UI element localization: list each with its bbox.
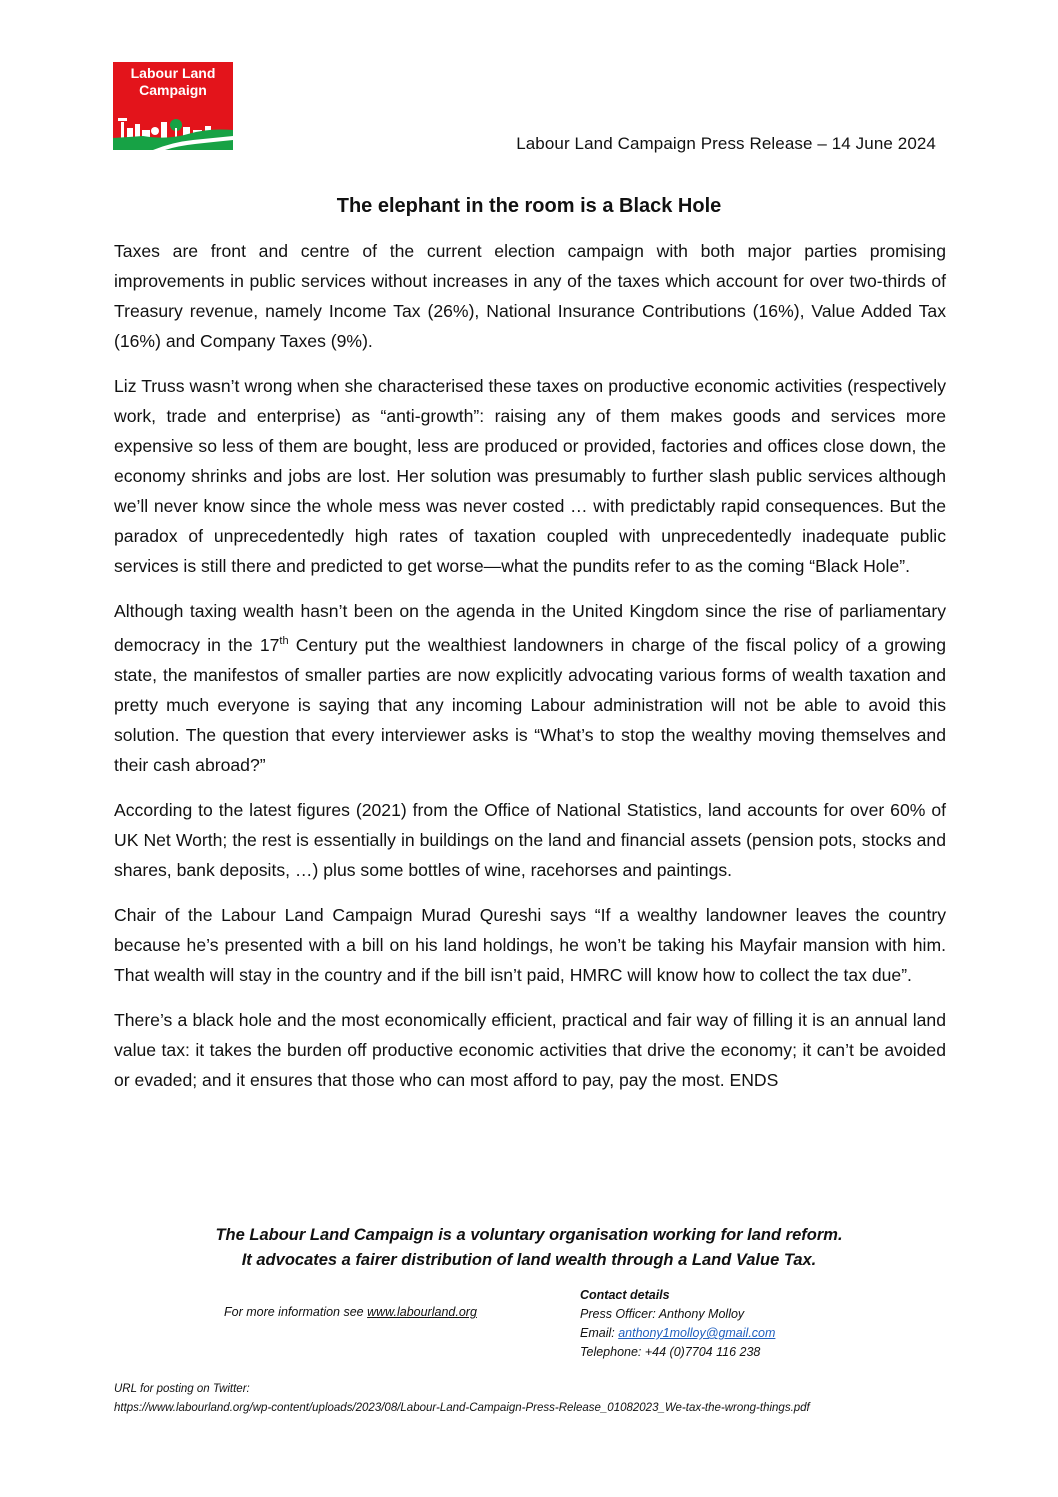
twitter-label: URL for posting on Twitter: xyxy=(114,1383,250,1395)
paragraph-5: Chair of the Labour Land Campaign Murad Qureshi says “If a wealthy landowner leaves the country because he’s presented with a bill on his land holdings, he won’t be taking his Mayfair mansion with him. That wealth will stay in the country and if the bill isn’t paid, HMRC will know how to collect the tax due”. xyxy=(114,904,946,985)
tagline-line-2: It advocates a fairer distribution of land wealth through a Land Value Tax. xyxy=(241,1251,817,1269)
email-prefix: Email: xyxy=(580,1326,619,1340)
paragraph-1: Taxes are front and centre of the current election campaign with both major parties promising improvements in public services without increases in any of the taxes which account for over two-thirds of Treasury revenue, namely Income Tax (26%), National Insurance Contributions (16%), Value Added Tax (16%) and Company Taxes (9%). xyxy=(114,241,946,351)
telephone: Telephone: +44 (0)7704 116 238 xyxy=(580,1345,761,1359)
contact-heading: Contact details xyxy=(580,1288,670,1302)
logo-skyline-illustration xyxy=(113,100,233,150)
tagline-line-1: The Labour Land Campaign is a voluntary organisation working for land reform. xyxy=(215,1226,843,1244)
article-body xyxy=(114,236,946,1110)
logo-line-2: Campaign xyxy=(139,82,207,98)
paragraph-6: There’s a black hole and the most economically efficient, practical and fair way of filling it is an annual land value tax: it takes the burden off productive economic activities that drive the economy; it can’t be avoided or evaded; and it ensures that those who can most afford to pay, pay the most. ENDS xyxy=(114,1009,946,1090)
twitter-url-block xyxy=(114,1380,810,1418)
logo-text xyxy=(113,65,233,99)
paragraph-3-text-after: Century put the wealthiest landowners in charge of the fiscal policy of a growing state, the manifestos of smaller parties are now explicitly advocating various forms of wealth taxation and pretty much everyone is saying that any incoming Labour administration will not be able to avoid this solution. The question that every interviewer asks is “What’s to stop the wealthy moving themselves and their cash abroad?” xyxy=(114,634,947,775)
press-release-header: Labour Land Campaign Press Release – 14 June 2024 xyxy=(516,134,936,153)
paragraph-3 xyxy=(114,596,946,780)
more-info-prefix: For more information see xyxy=(224,1305,368,1319)
email-line xyxy=(580,1324,775,1343)
paragraph-4: According to the latest figures (2021) from the Office of National Statistics, land accounts for over 60% of UK Net Worth; the rest is essentially in buildings on the land and financial assets (pension pots, stocks and shares, bank deposits, …) plus some bottles of wine, racehorses and paintings. xyxy=(114,799,946,880)
page-title: The elephant in the room is a Black Hole xyxy=(336,195,722,217)
paragraph-3-text-before: Although taxing wealth hasn’t been on the agenda in the United Kingdom since the rise of parliamentary democracy in the 17 xyxy=(114,601,946,655)
twitter-url[interactable]: https://www.labourland.org/wp-content/uploads/2023/08/Labour-Land-Campaign-Press-Release_01082023_We-tax-the-wrong-things.pdf xyxy=(114,1402,810,1414)
more-info xyxy=(224,1305,477,1319)
superscript-th: th xyxy=(279,635,289,647)
press-officer: Press Officer: Anthony Molloy xyxy=(580,1307,745,1321)
website-link[interactable]: www.labourland.org xyxy=(367,1305,477,1319)
logo-line-1: Labour Land xyxy=(130,65,216,81)
paragraph-2: Liz Truss wasn’t wrong when she characterised these taxes on productive economic activities (respectively work, trade and enterprise) as “anti-growth”: raising any of them makes goods and services more expensive so less of them are bought, less are produced or provided, factories and offices close down, the economy shrinks and jobs are lost. Her solution was presumably to further slash public services although we’ll never know since the whole mess was never costed … with predictably rapid consequences. But the paradox of unprecedentedly high rates of taxation coupled with unprecedentedly inadequate public services is still there and predicted to get worse—what the pundits refer to as the coming “Black Hole”. xyxy=(114,376,946,576)
labour-land-campaign-logo xyxy=(113,62,233,150)
contact-details xyxy=(580,1286,775,1362)
organisation-tagline xyxy=(0,1223,1058,1273)
email-link[interactable]: anthony1molloy@gmail.com xyxy=(618,1326,776,1340)
